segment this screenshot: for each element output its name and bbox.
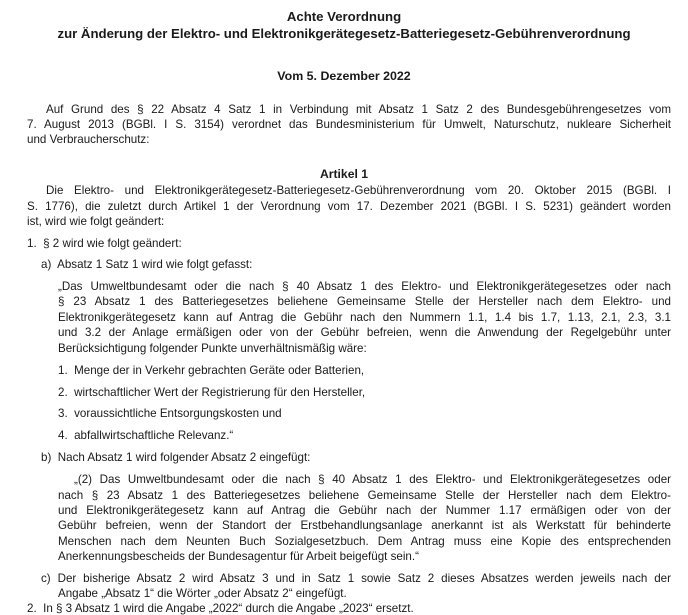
list-item: 4. abfallwirtschaftliche Relevanz.“ <box>58 429 234 442</box>
article-heading: Artikel 1 <box>319 167 369 181</box>
list-item: 1. Menge der in Verkehr gebrachten Geräte oder Batterien, <box>58 364 365 377</box>
title-line-2: zur Änderung der Elektro- und Elektronikgerätegesetz-Batteriegesetz-Gebührenverordnung <box>57 26 631 41</box>
preamble-line: Auf Grund des § 22 Absatz 4 Satz 1 in Verbindung mit Absatz 1 Satz 2 des Bundesgebührengesetzes vom <box>46 103 671 116</box>
item-1a: a) Absatz 1 Satz 1 wird wie folgt gefasst: <box>41 258 253 271</box>
date-line: Vom 5. Dezember 2022 <box>277 69 411 83</box>
list-item: 2. wirtschaftlicher Wert der Registrierung für den Hersteller, <box>58 386 366 399</box>
preamble-line: und Verbraucherschutz: <box>27 133 150 146</box>
quote-b-line: nach § 23 Absatz 1 des Batteriegesetzes beliehene Gemeinsame Stelle der Hersteller nach dem Elektro- <box>58 489 671 502</box>
item-1c-line: Angabe „Absatz 1“ die Wörter „oder Absatz 2“ eingefügt. <box>58 587 347 600</box>
quote-b-line: „(2) Das Umweltbundesamt oder die nach § 40 Absatz 1 des Elektro- und Elektronikgerätegesetzes oder <box>74 473 671 486</box>
title-line-1: Achte Verordnung <box>286 9 402 24</box>
quote-a-line: Elektronikgerätegesetz kann auf Antrag die Gebühr nach den Nummern 1.1, 1.4 bis 1.7, 1.13, 2.1, 2.3, 3.1 <box>58 311 671 324</box>
item-1: 1. § 2 wird wie folgt geändert: <box>27 237 182 250</box>
quote-a-line: und 3.2 der Anlage ermäßigen oder von der Gebühr befreien, wenn die Anwendung der Regelgebühr unter <box>58 326 671 339</box>
quote-b-line: Menschen nach dem Neunten Buch Sozialgesetzbuch. Dem Antrag muss eine Kopie des entsprechenden <box>58 535 671 548</box>
list-item: 3. voraussichtliche Entsorgungskosten und <box>58 407 282 420</box>
quote-b-line: und Elektronikgerätegesetz kann auf Antrag die Gebühr nach der Nummer 1.17 ermäßigen oder von der <box>58 504 671 517</box>
preamble-line: 7. August 2013 (BGBl. I S. 3154) verordnet das Bundesministerium für Umwelt, Naturschutz, nukleare Sicherheit <box>27 118 671 131</box>
quote-a-line: Berücksichtigung folgender Punkte unverhältnismäßig wäre: <box>58 342 367 355</box>
item-1c-line: c) Der bisherige Absatz 2 wird Absatz 3 und in Satz 1 sowie Satz 2 dieses Absatzes werden jeweils nach der <box>41 572 671 585</box>
item-2: 2. In § 3 Absatz 1 wird die Angabe „2022“ durch die Angabe „2023“ ersetzt. <box>27 602 414 615</box>
quote-a-line: § 23 Absatz 1 des Batteriegesetzes beliehene Gemeinsame Stelle der Hersteller nach dem Elektro- und <box>58 295 671 308</box>
article-intro-line: S. 1776), die zuletzt durch Artikel 1 der Verordnung vom 17. Dezember 2021 (BGBl. I S. 5231) geändert worden <box>27 200 671 213</box>
quote-b-line: Gebühr befreien, wenn der Standort der Erstbehandlungsanlage anerkannt ist als Werkstatt für behinderte <box>58 519 671 532</box>
quote-b-line: Anerkennungsbescheids der Bundesagentur für Arbeit beigefügt sein.“ <box>58 550 419 563</box>
article-intro-line: ist, wird wie folgt geändert: <box>27 215 165 228</box>
item-1b: b) Nach Absatz 1 wird folgender Absatz 2 eingefügt: <box>41 451 311 464</box>
article-intro-line: Die Elektro- und Elektronikgerätegesetz-Batteriegesetz-Gebührenverordnung vom 20. Oktober 2015 (BGBl. I <box>46 184 671 197</box>
quote-a-line: „Das Umweltbundesamt oder die nach § 40 Absatz 1 des Elektro- und Elektronikgerätegesetzes oder nach <box>58 280 671 293</box>
